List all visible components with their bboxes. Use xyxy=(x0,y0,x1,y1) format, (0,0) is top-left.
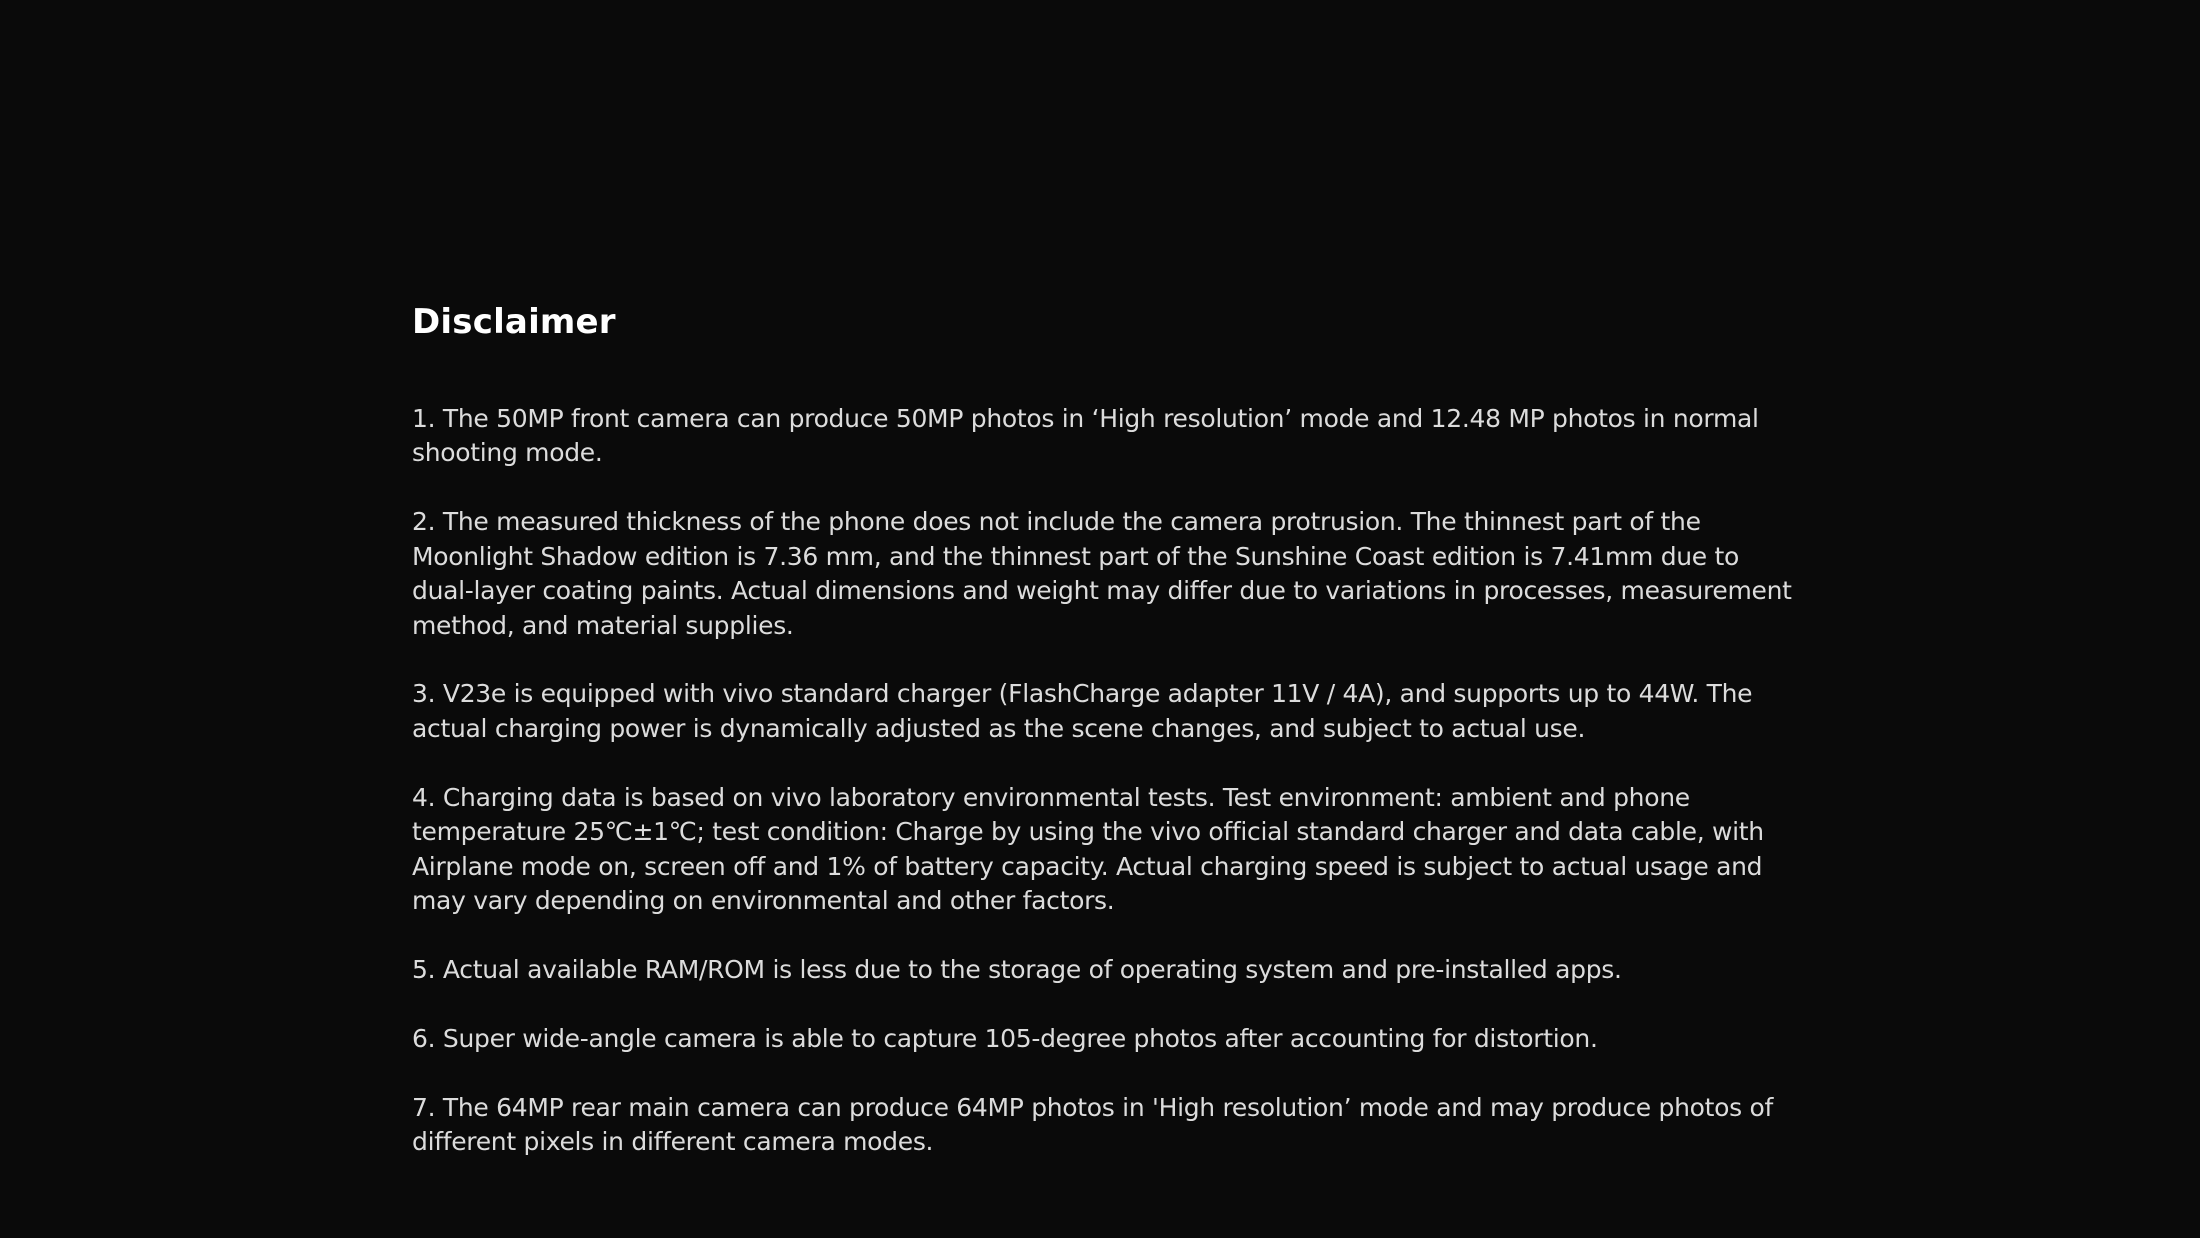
disclaimer-item-7: 7. The 64MP rear main camera can produce 64MP photos in 'High resolution’ mode and may produce photos of different pixels in different camera modes. xyxy=(412,1092,1773,1157)
disclaimer-list xyxy=(412,402,1792,1160)
disclaimer-item-5: 5. Actual available RAM/ROM is less due to the storage of operating system and pre-installed apps. xyxy=(412,954,1622,984)
disclaimer-item-4: 4. Charging data is based on vivo laboratory environmental tests. Test environment: ambient and phone temperature 25℃±1℃; test condition: Charge by using the vivo official standard charger and data cable, with Airplane mode on, screen off and 1% of battery capacity. Actual charging speed is subject to actual usage and may vary depending on environmental and other factors. xyxy=(412,782,1764,915)
disclaimer-item-1: 1. The 50MP front camera can produce 50MP photos in ‘High resolution’ mode and 12.48 MP photos in normal shooting mode. xyxy=(412,404,1759,468)
disclaimer-section xyxy=(412,300,1792,1194)
disclaimer-item-3: 3. V23e is equipped with vivo standard charger (FlashCharge adapter 11V / 4A), and supports up to 44W. The actual charging power is dynamically adjusted as the scene changes, and subject to actual use. xyxy=(412,679,1753,743)
disclaimer-item-2: 2. The measured thickness of the phone does not include the camera protrusion. The thinnest part of the Moonlight Shadow edition is 7.36 mm, and the thinnest part of the Sunshine Coast edition is 7.41mm due to dual-layer coating paints. Actual dimensions and weight may differ due to variations in processes, measurement method, and material supplies. xyxy=(412,507,1792,640)
disclaimer-title: Disclaimer xyxy=(412,302,616,342)
disclaimer-item-6: 6. Super wide-angle camera is able to capture 105-degree photos after accounting for distortion. xyxy=(412,1023,1598,1053)
